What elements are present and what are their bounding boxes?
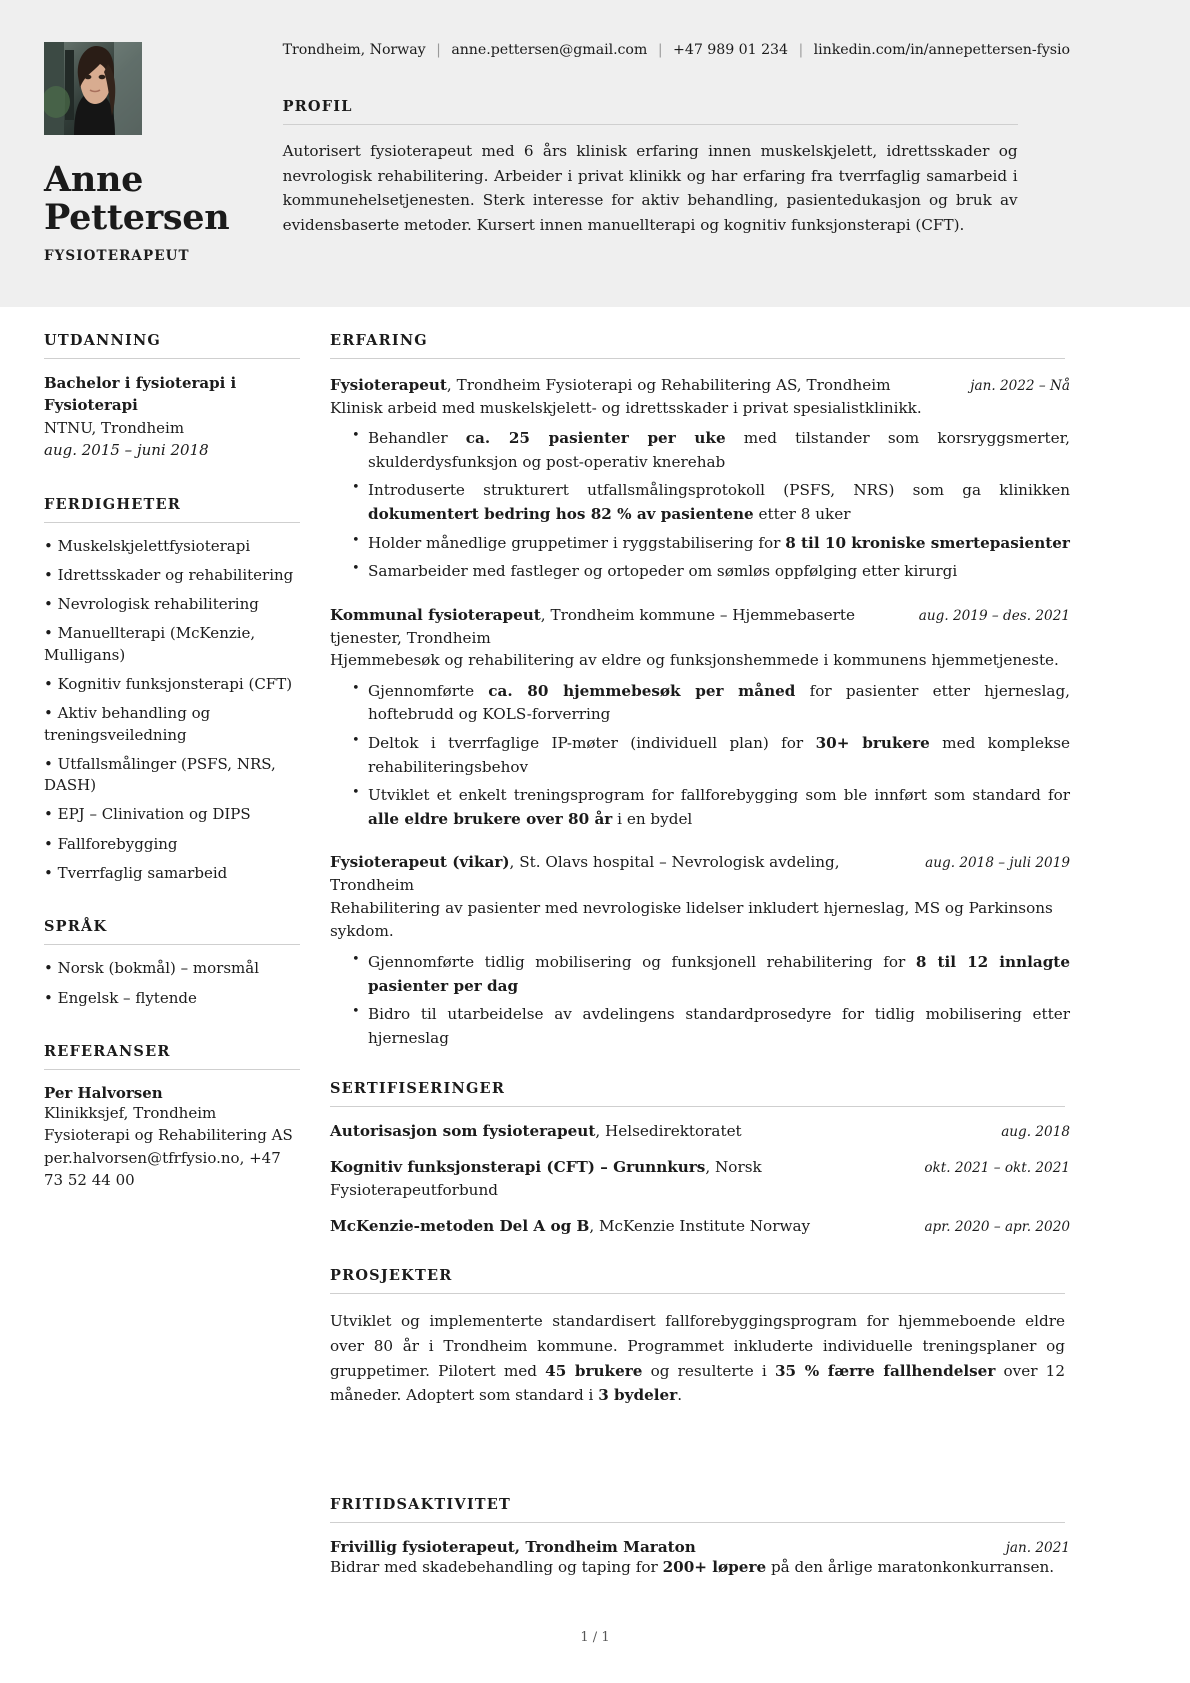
experience-date: aug. 2019 – des. 2021 <box>918 607 1070 624</box>
section-title-sertifiseringer: SERTIFISERINGER <box>330 1080 506 1098</box>
section-title-fritidsaktivitet: FRITIDSAKTIVITET <box>330 1495 512 1513</box>
certifications-list <box>330 1120 1070 1237</box>
contact-phone[interactable]: +47 989 01 234 <box>673 42 788 58</box>
experience-entry <box>330 374 1070 584</box>
section-title-referanser: REFERANSER <box>44 1042 171 1060</box>
section-divider <box>330 1293 1065 1294</box>
certification-name-issuer <box>330 1215 810 1238</box>
language-item: • Norsk (bokmål) – morsmål <box>44 959 260 978</box>
experience-bullet: • Behandler ca. 25 pasienter per uke med tilstander som korsryggsmerter, skulderdysfunksjon og post-operativ knerehab <box>352 427 1070 474</box>
experience-role-company <box>330 374 891 397</box>
experience-bullet: • Gjennomførte ca. 80 hjemmebesøk per måned for pasienter etter hjerneslag, hoftebrudd og KOLS-forverring <box>352 680 1070 727</box>
languages-list <box>44 958 300 1009</box>
certification-name-issuer <box>330 1120 742 1143</box>
education-date: aug. 2015 – juni 2018 <box>44 441 209 459</box>
portrait-image <box>44 42 142 135</box>
experience-head <box>330 604 1070 650</box>
section-divider <box>283 124 1018 125</box>
section-utdanning <box>44 332 300 462</box>
first-name: Anne <box>44 159 144 200</box>
certification-name: Kognitiv funksjonsterapi (CFT) – Grunnkurs <box>330 1158 706 1177</box>
experience-bullets <box>330 680 1070 831</box>
certification-date: apr. 2020 – apr. 2020 <box>924 1218 1070 1235</box>
reference-name: Per Halvorsen <box>44 1083 163 1102</box>
contact-separator: | <box>798 42 804 58</box>
section-divider <box>44 1069 300 1070</box>
experience-company: , Trondheim Fysioterapi og Rehabilitering AS, Trondheim <box>446 376 891 394</box>
page-title <box>44 161 283 237</box>
experience-bullets <box>330 951 1070 1050</box>
section-divider <box>44 944 300 945</box>
leisure-head <box>330 1538 1070 1556</box>
main-column <box>330 332 1190 1609</box>
experience-bullet: • Gjennomførte tidlig mobilisering og funksjonell rehabilitering for 8 til 12 innlagte pasienter per dag <box>352 951 1070 998</box>
skill-item: • Kognitiv funksjonsterapi (CFT) <box>44 674 293 693</box>
contact-email[interactable]: anne.pettersen@gmail.com <box>451 42 648 58</box>
experience-bullets <box>330 427 1070 583</box>
skill-item: • EPJ – Clinivation og DIPS <box>44 805 251 824</box>
certification-date: okt. 2021 – okt. 2021 <box>924 1160 1070 1177</box>
section-prosjekter <box>330 1267 1070 1408</box>
experience-company: , Trondheim kommune – Hjemmebaserte tjenester, Trondheim <box>330 605 855 647</box>
experience-description: Rehabilitering av pasienter med nevrologiske lidelser inkludert hjerneslag, MS og Parkinsons sykdom. <box>330 898 1053 941</box>
project-text: Utviklet og implementerte standardisert fallforebyggingsprogram for hjemmeboende eldre over 80 år i Trondheim kommune. Programmet inkluderte individuelle treningsplaner og gruppetimer. Pilotert med 45 brukere og resulterte i 35 % færre fallhendelser over 12 måneder. Adoptert som standard i 3 bydeler. <box>330 1312 1065 1405</box>
contact-line <box>283 42 1070 58</box>
section-title-ferdigheter: FERDIGHETER <box>44 495 181 513</box>
contact-separator: | <box>436 42 441 58</box>
certification-issuer: , Helsedirektoratet <box>595 1122 742 1141</box>
experience-date: aug. 2018 – juli 2019 <box>925 855 1070 872</box>
experience-entry <box>330 851 1070 1050</box>
experience-bullet: • Bidro til utarbeidelse av avdelingens standardprosedyre for tidlig mobilisering etter hjerneslag <box>352 1003 1070 1050</box>
experience-bullet: • Utviklet et enkelt treningsprogram for fallforebygging som ble innført som standard for alle eldre brukere over 80 år i en bydel <box>352 784 1070 831</box>
experience-role: Fysioterapeut <box>330 376 447 394</box>
contact-linkedin[interactable]: linkedin.com/in/annepettersen-fysio <box>813 42 1070 58</box>
section-divider <box>44 358 300 359</box>
certification-name: Autorisasjon som fysioterapeut <box>330 1122 596 1141</box>
section-referanser <box>44 1043 300 1192</box>
leisure-title: Frivillig fysioterapeut, Trondheim Maraton <box>330 1537 696 1556</box>
section-divider <box>330 358 1065 359</box>
skill-item: • Muskelskjelettfysioterapi <box>44 536 251 555</box>
certification-name-issuer <box>330 1156 910 1202</box>
resume-body <box>0 307 1190 1609</box>
profile-photo <box>44 42 142 135</box>
certification-row <box>330 1215 1070 1238</box>
section-title-utdanning: UTDANNING <box>44 332 161 349</box>
certification-row <box>330 1156 1070 1202</box>
skill-item: • Utfallsmålinger (PSFS, NRS, DASH) <box>44 754 276 795</box>
experience-role-company <box>330 604 905 650</box>
section-sprak <box>44 918 300 1009</box>
experience-head <box>330 851 1070 897</box>
contact-location: Trondheim, Norway <box>282 42 426 58</box>
header-identity <box>0 42 283 307</box>
sidebar <box>0 332 330 1609</box>
experience-head <box>330 374 1070 397</box>
experience-description: Hjemmebesøk og rehabilitering av eldre og funksjonshemmede i kommunens hjemmetjeneste. <box>330 651 1059 670</box>
experience-role-company <box>330 851 911 897</box>
skill-item: • Idrettsskader og rehabilitering <box>44 565 294 584</box>
certification-issuer: , Norsk Fysioterapeutforbund <box>330 1158 762 1199</box>
section-divider <box>44 522 300 523</box>
language-item: • Engelsk – flytende <box>44 988 197 1007</box>
section-ferdigheter <box>44 496 300 885</box>
leisure-date: jan. 2021 <box>1005 1539 1070 1556</box>
education-school: NTNU, Trondheim <box>44 418 185 437</box>
section-fritidsaktivitet <box>330 1496 1070 1580</box>
section-erfaring <box>330 332 1070 1050</box>
skill-item: • Tverrfaglig samarbeid <box>44 864 228 883</box>
experience-role: Kommunal fysioterapeut <box>330 605 541 624</box>
section-divider <box>330 1522 1065 1523</box>
certification-issuer: , McKenzie Institute Norway <box>589 1216 811 1235</box>
reference-role: Klinikksjef, Trondheim Fysioterapi og Rehabilitering AS <box>44 1103 293 1145</box>
leisure-description: Bidrar med skadebehandling og taping for 200+ løpere på den årlige maratonkonkurransen. <box>330 1557 1055 1576</box>
section-sertifiseringer <box>330 1080 1070 1237</box>
header-contact-and-profile <box>283 42 1190 307</box>
section-title-erfaring: ERFARING <box>330 332 428 349</box>
experience-company: , St. Olavs hospital – Nevrologisk avdeling, Trondheim <box>330 853 840 895</box>
contact-separator: | <box>657 42 663 58</box>
section-divider <box>330 1106 1065 1107</box>
experience-description: Klinisk arbeid med muskelskjelett- og idrettsskader i privat spesialistklinikk. <box>330 398 922 417</box>
experience-entry <box>330 604 1070 832</box>
reference-contact: per.halvorsen@tfrfysio.no, +47 73 52 44 00 <box>44 1148 281 1190</box>
skill-item: • Nevrologisk rehabilitering <box>44 595 259 614</box>
experience-bullet: • Introduserte strukturert utfallsmålingsprotokoll (PSFS, NRS) som ga klinikken dokumentert bedring hos 82 % av pasientene etter 8 uker <box>352 479 1070 526</box>
profile-text: Autorisert fysioterapeut med 6 års klinisk erfaring innen muskelskjelett, idrettsskader og nevrologisk rehabilitering. Arbeider i privat klinikk og har erfaring fra tverrfaglig samarbeid i kommunehelsetjenesten. Sterk interesse for aktiv behandling, pasientedukasjon og bruk av evidensbaserte metoder. Kursert innen manuellterapi og kognitiv funksjonsterapi (CFT). <box>282 142 1018 234</box>
section-title-profil: PROFIL <box>282 98 353 115</box>
skills-list <box>44 536 300 885</box>
experience-bullet: • Deltok i tverrfaglige IP-møter (individuell plan) for 30+ brukere med komplekse rehabiliteringsbehov <box>352 732 1070 779</box>
experience-bullet: • Samarbeider med fastleger og ortopeder om sømløs oppfølging etter kirurgi <box>352 560 1070 584</box>
resume-header <box>0 0 1190 307</box>
skill-item: • Manuellterapi (McKenzie, Mulligans) <box>44 624 256 664</box>
experience-date: jan. 2022 – Nå <box>970 378 1070 394</box>
certification-name: McKenzie-metoden Del A og B <box>330 1216 590 1235</box>
experience-bullet: • Holder månedlige gruppetimer i ryggstabilisering for 8 til 10 kroniske smertepasienter <box>352 532 1070 556</box>
section-title-sprak: SPRÅK <box>44 918 108 936</box>
spacer <box>330 1438 1070 1496</box>
skill-item: • Aktiv behandling og treningsveiledning <box>44 704 211 744</box>
skill-item: • Fallforebygging <box>44 834 178 853</box>
section-title-prosjekter: PROSJEKTER <box>330 1267 453 1285</box>
certification-date: aug. 2018 <box>1001 1124 1070 1141</box>
education-degree: Bachelor i fysioterapi i Fysioterapi <box>44 374 237 414</box>
experience-role: Fysioterapeut (vikar) <box>330 853 510 872</box>
page-indicator: 1 / 1 <box>580 1630 610 1645</box>
last-name: Pettersen <box>44 196 230 238</box>
job-title: FYSIOTERAPEUT <box>44 247 190 264</box>
certification-row <box>330 1120 1070 1143</box>
experience-list <box>330 374 1070 1050</box>
